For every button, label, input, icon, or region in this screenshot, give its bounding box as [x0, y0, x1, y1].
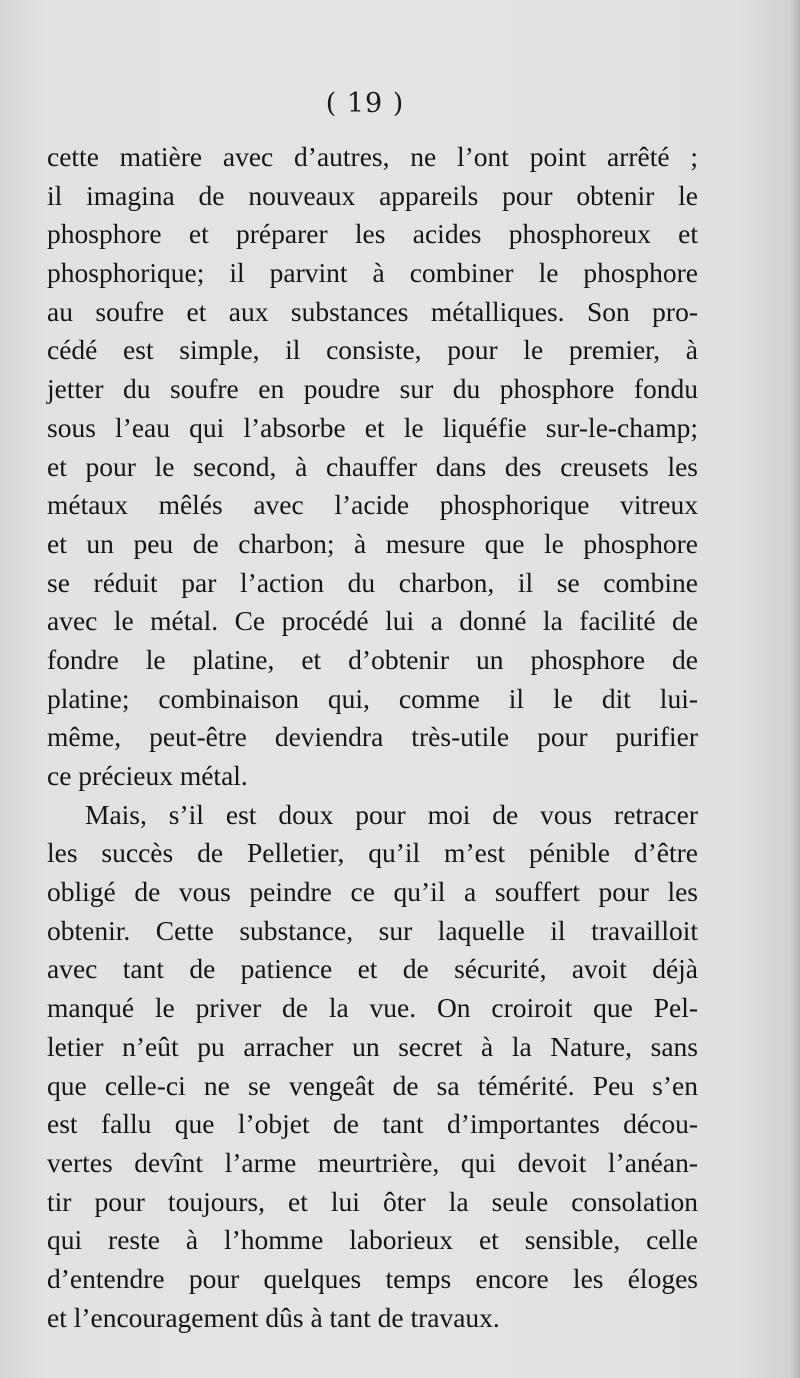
text-line: se réduit par l’action du charbon, il se combine	[47, 566, 698, 598]
text-line: avec tant de patience et de sécurité, avoit déjà	[47, 953, 698, 985]
page-number: ( 19 )	[325, 88, 405, 119]
text-line: platine; combinaison qui, comme il le dit lui-	[47, 682, 698, 714]
text-line: letier n’eût pu arracher un secret à la Nature, sans	[47, 1030, 698, 1062]
text-line: sous l’eau qui l’absorbe et le liquéfie sur-le-champ;	[47, 411, 698, 443]
text-line: Mais, s’il est doux pour moi de vous retracer	[85, 798, 698, 830]
text-line: au soufre et aux substances métalliques. Son pro-	[47, 295, 698, 327]
text-line: que celle-ci ne se vengeât de sa témérité. Peu s’en	[47, 1069, 698, 1101]
text-line: phosphorique; il parvint à combiner le phosphore	[47, 257, 698, 289]
text-line: est fallu que l’objet de tant d’importantes décou-	[47, 1108, 698, 1140]
text-line: et l’encouragement dûs à tant de travaux.	[47, 1301, 500, 1333]
text-line: fondre le platine, et d’obtenir un phosphore de	[47, 643, 698, 675]
text-line: ce précieux métal.	[47, 760, 248, 791]
text-line: qui reste à l’homme laborieux et sensible, celle	[47, 1224, 698, 1256]
text-line: vertes devînt l’arme meurtrière, qui devoit l’anéan-	[47, 1146, 698, 1178]
text-line: et un peu de charbon; à mesure que le phosphore	[47, 527, 698, 559]
text-line: et pour le second, à chauffer dans des creusets les	[47, 450, 698, 482]
text-line: obtenir. Cette substance, sur laquelle il travailloit	[47, 914, 698, 946]
text-line: jetter du soufre en poudre sur du phosphore fondu	[47, 373, 698, 405]
text-line: tir pour toujours, et lui ôter la seule consolation	[47, 1185, 698, 1217]
text-line: métaux mêlés avec l’acide phosphorique vitreux	[47, 489, 698, 521]
text-line: il imagina de nouveaux appareils pour obtenir le	[47, 179, 698, 211]
text-line: d’entendre pour quelques temps encore les éloges	[47, 1262, 698, 1294]
text-line: cédé est simple, il consiste, pour le premier, à	[47, 334, 698, 366]
text-line: les succès de Pelletier, qu’il m’est pénible d’être	[47, 837, 698, 869]
text-line: avec le métal. Ce procédé lui a donné la facilité de	[47, 605, 698, 637]
text-line: manqué le priver de la vue. On croiroit que Pel-	[47, 992, 698, 1024]
text-line: phosphore et préparer les acides phosphoreux et	[47, 218, 698, 250]
page-edge-shadow	[790, 0, 800, 1378]
text-line: même, peut-être deviendra très-utile pour purifier	[47, 721, 698, 753]
body-text	[47, 138, 698, 1337]
text-line: obligé de vous peindre ce qu’il a souffert pour les	[47, 876, 698, 908]
text-line: cette matière avec d’autres, ne l’ont point arrêté ;	[47, 141, 698, 172]
